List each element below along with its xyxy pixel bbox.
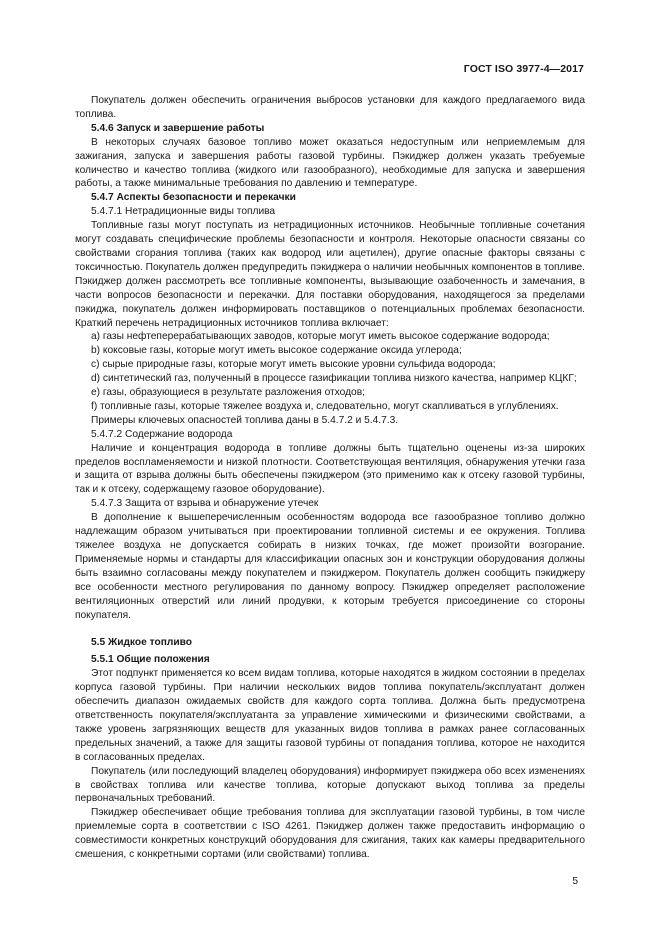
paragraph: В дополнение к вышеперечисленным особенностям водорода все газообразное топливо должно надлежащим образом учитываться при проектировании топливной системы и ее окружения. Топлива тяжелее воздуха не допускается собирать в низких точках, где может произойти возгорание. Применяемые нормы и стандарты для классификации опасных зон и конструкции оборудования должны быть взаимно согласованы между покупателем и пэкиджером. Покупатель должен сообщить пэкиджеру все особенности местного регулирования по данному вопросу. Пэкиджер определяет расположение вентиляционных отверстий или линий продувки, к которым требуется присоединение со стороны покупателя. [75, 512, 585, 621]
section-heading-5-4-7: 5.4.7 Аспекты безопасности и перекачки [91, 192, 296, 204]
paragraph: Примеры ключевых опасностей топлива даны в 5.4.7.2 и 5.4.7.3. [91, 414, 399, 426]
page-number: 5 [572, 876, 578, 887]
section-heading-5-5: 5.5 Жидкое топливо [91, 637, 192, 649]
paragraph: В некоторых случаях базовое топливо может оказаться недоступным или неприемлемым для зажигания, запуска и завершения работы газовой турбины. Пэкиджер должен указать требуемые количество и качество топлива (жидкого или газообразного), необходимые для запуска и завершения работы, а также минимальные требования по давлению и температуре. [75, 136, 585, 190]
section-heading-5-4-6: 5.4.6 Запуск и завершение работы [91, 122, 265, 134]
list-item-d: d) синтетический газ, полученный в процессе газификации топлива низкого качества, например КЦКГ; [91, 373, 577, 385]
paragraph: Топливные газы могут поступать из нетрадиционных источников. Необычные топливные сочетания могут создавать специфические проблемы безопасности и контроля. Некоторые опасности связаны со свойствами сгорания топлива (таких как водород или ацетилен), другие опасные факторы связаны с токсичностью. Покупатель должен предупредить пэкиджера о наличии необычных компонентов в топливе. Пэкиджер должен рассмотреть все топливные компоненты, вызывающие озабоченность и замечания, в части вопросов безопасности и перекачки. Для поставки оборудования, находящегося за пределами пэкиджа, покупатель должен информировать поставщиков о потенциальных проблемах безопасности. Краткий перечень нетрадиционных источников топлива включает: [75, 220, 585, 329]
subsection-heading-5-4-7-2: 5.4.7.2 Содержание водорода [91, 428, 233, 440]
list-item-a: a) газы нефтеперерабатывающих заводов, которые могут иметь высокое содержание водорода; [91, 331, 550, 343]
paragraph: Покупатель должен обеспечить ограничения выбросов установки для каждого предлагаемого вида топлива. [75, 95, 585, 120]
document-body [75, 94, 585, 862]
paragraph: Покупатель (или последующий владелец оборудования) информирует пэкиджера обо всех изменениях в свойствах топлива или качестве топлива, которые допускают выход топлива за пределы первоначальных требований. [75, 765, 585, 805]
list-item-f: f) топливные газы, которые тяжелее воздуха и, следовательно, могут скапливаться в углублениях. [91, 400, 559, 412]
paragraph: Этот подпункт применяется ко всем видам топлива, которые находятся в жидком состоянии в пределах корпуса газовой турбины. При наличии нескольких видов топлива покупатель/эксплуатант должен обеспечить диапазон ожидаемых свойств для каждого сорта топлива. Должна быть предусмотрена ответственность покупателя/эксплуатанта за управление химическими и физическими свойствами, а также уровень загрязняющих веществ для указанных видов топлива в рамках ранее согласованных предельных значений, а также для защиты газовой турбины от попадания топлива, которое не находится в согласованных пределах. [75, 668, 585, 763]
subsection-heading-5-4-7-3: 5.4.7.3 Защита от взрыва и обнаружение утечек [91, 498, 319, 510]
subsection-heading-5-4-7-1: 5.4.7.1 Нетрадиционные виды топлива [91, 206, 276, 218]
paragraph: Наличие и концентрация водорода в топливе должны быть тщательно оценены из-за широких пределов воспламеняемости и низкой плотности. Соответствующая вентиляция, обнаружения утечки газа и защита от взрыва должны быть обеспечены пэкиджером (это применимо как к отсеку газовой турбины, так и к отсеку, содержащему газовое оборудование). [75, 442, 585, 496]
list-item-e: e) газы, образующиеся в результате разложения отходов; [91, 387, 365, 399]
section-heading-5-5-1: 5.5.1 Общие положения [91, 654, 210, 666]
document-code: ГОСТ ISO 3977-4—2017 [463, 63, 584, 75]
list-item-b: b) коксовые газы, которые могут иметь высокое содержание оксида углерода; [91, 345, 462, 357]
list-item-c: c) сырые природные газы, которые могут иметь высокие уровни сульфида водорода; [91, 359, 496, 371]
paragraph: Пэкиджер обеспечивает общие требования топлива для эксплуатации газовой турбины, в том числе приемлемые сорта в соответствии с ISO 4261. Пэкиджер должен также предоставить информацию о совместимости конкретных конструкций оборудования для сжигания, таких как камеры предварительного смешения, с конкретными сортами (или свойствами) топлива. [75, 807, 585, 861]
